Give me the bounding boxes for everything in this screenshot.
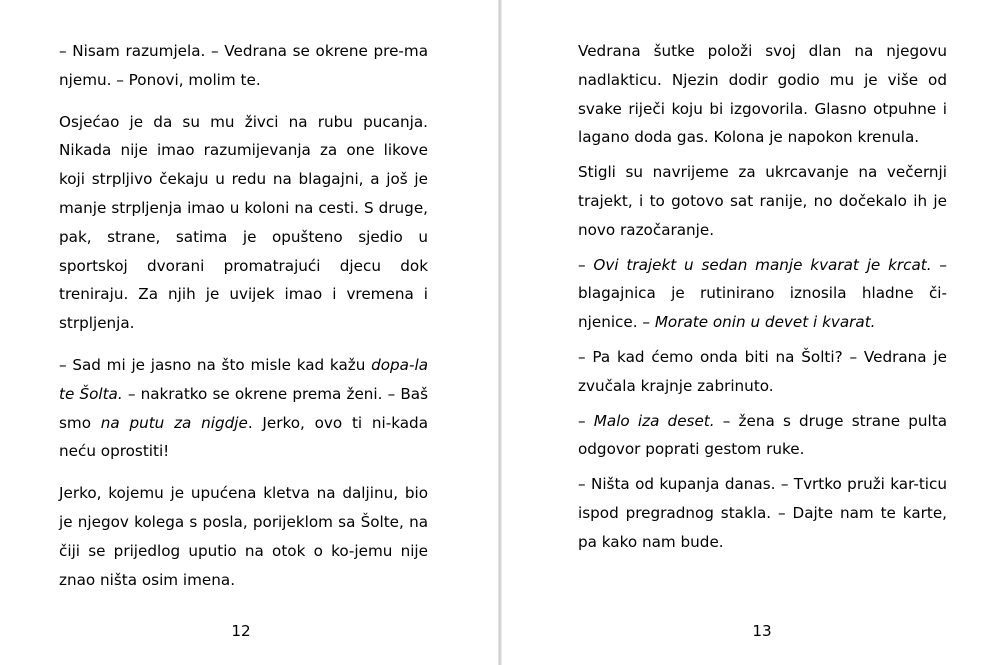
paragraph bbox=[59, 351, 428, 466]
italic-text-run: dopa-la te Šolta. bbox=[59, 355, 428, 403]
paragraph bbox=[578, 470, 947, 556]
left-page-text bbox=[59, 37, 428, 594]
paragraph bbox=[578, 251, 947, 337]
text-run: Osjećao je da su mu živci na rubu pucanja. Nikada nije imao razumijevanja za one likove koji strpljivo čekaju u redu na blagajni, a još je manje strpljenja imao u koloni na cesti. S druge, pak, strane, satima je opušteno sjedio u sportskoj dvorani promatrajući djecu dok treniraju. Za njih je uvijek imao i vremena i strpljenja. bbox=[59, 112, 428, 333]
page-number: 13 bbox=[752, 622, 772, 640]
page-number: 12 bbox=[231, 622, 251, 640]
text-run: Jerko, kojemu je upućena kletva na daljinu, bio je njegov kolega s posla, porijeklom sa Šolte, na čiji se prijedlog uputio na otok o ko-jemu nije znao ništa osim imena. bbox=[59, 484, 428, 589]
paragraph bbox=[578, 158, 947, 244]
text-run: – Pa kad ćemo onda biti na Šolti? – Vedrana je zvučala krajnje zabrinuto. bbox=[578, 347, 947, 395]
text-run: . Jerko, ovo ti ni-kada neću oprostiti! bbox=[59, 413, 428, 461]
paragraph bbox=[59, 108, 428, 338]
paragraph bbox=[578, 407, 947, 465]
paragraph bbox=[578, 37, 947, 152]
text-run: – bbox=[578, 411, 594, 430]
text-run: – Nisam razumjela. – Vedrana se okrene pre-ma njemu. – Ponovi, molim te. bbox=[59, 42, 428, 89]
italic-text-run: na putu za nigdje bbox=[100, 413, 248, 432]
paragraph bbox=[59, 479, 428, 594]
text-run: – blagajnica je rutinirano iznosila hladne či-njenice. – bbox=[578, 255, 947, 332]
text-run: Vedrana šutke položi svoj dlan na njegovu nadlakticu. Njezin dodir godio mu je više od svake riječi koju bi izgovorila. Glasno otpuhne i lagano doda gas. Kolona je napokon krenula. bbox=[578, 42, 947, 147]
italic-text-run: Malo iza deset. bbox=[593, 411, 715, 430]
text-run: – nakratko se okrene prema ženi. – Baš smo bbox=[59, 384, 428, 432]
right-page bbox=[502, 0, 1000, 665]
text-run: – bbox=[578, 255, 594, 274]
paragraph bbox=[59, 37, 428, 95]
text-run: – žena s druge strane pulta odgovor poprati gestom ruke. bbox=[578, 411, 948, 459]
text-run: – Ništa od kupanja danas. – Tvrtko pruži kar-ticu ispod pregradnog stakla. – Dajte nam te karte, pa kako nam bude. bbox=[578, 475, 947, 551]
text-run: Stigli su navrijeme za ukrcavanje na večernji trajekt, i to gotovo sat ranije, no dočekalo ih je novo razočaranje. bbox=[578, 163, 947, 239]
paragraph bbox=[578, 343, 947, 401]
italic-text-run: Morate onin u devet i kvarat. bbox=[654, 313, 876, 332]
right-page-text bbox=[578, 37, 947, 557]
text-run: – Sad mi je jasno na što misle kad kažu bbox=[59, 355, 372, 374]
left-page bbox=[0, 0, 498, 665]
italic-text-run: Ovi trajekt u sedan manje kvarat je krcat. bbox=[593, 255, 932, 274]
